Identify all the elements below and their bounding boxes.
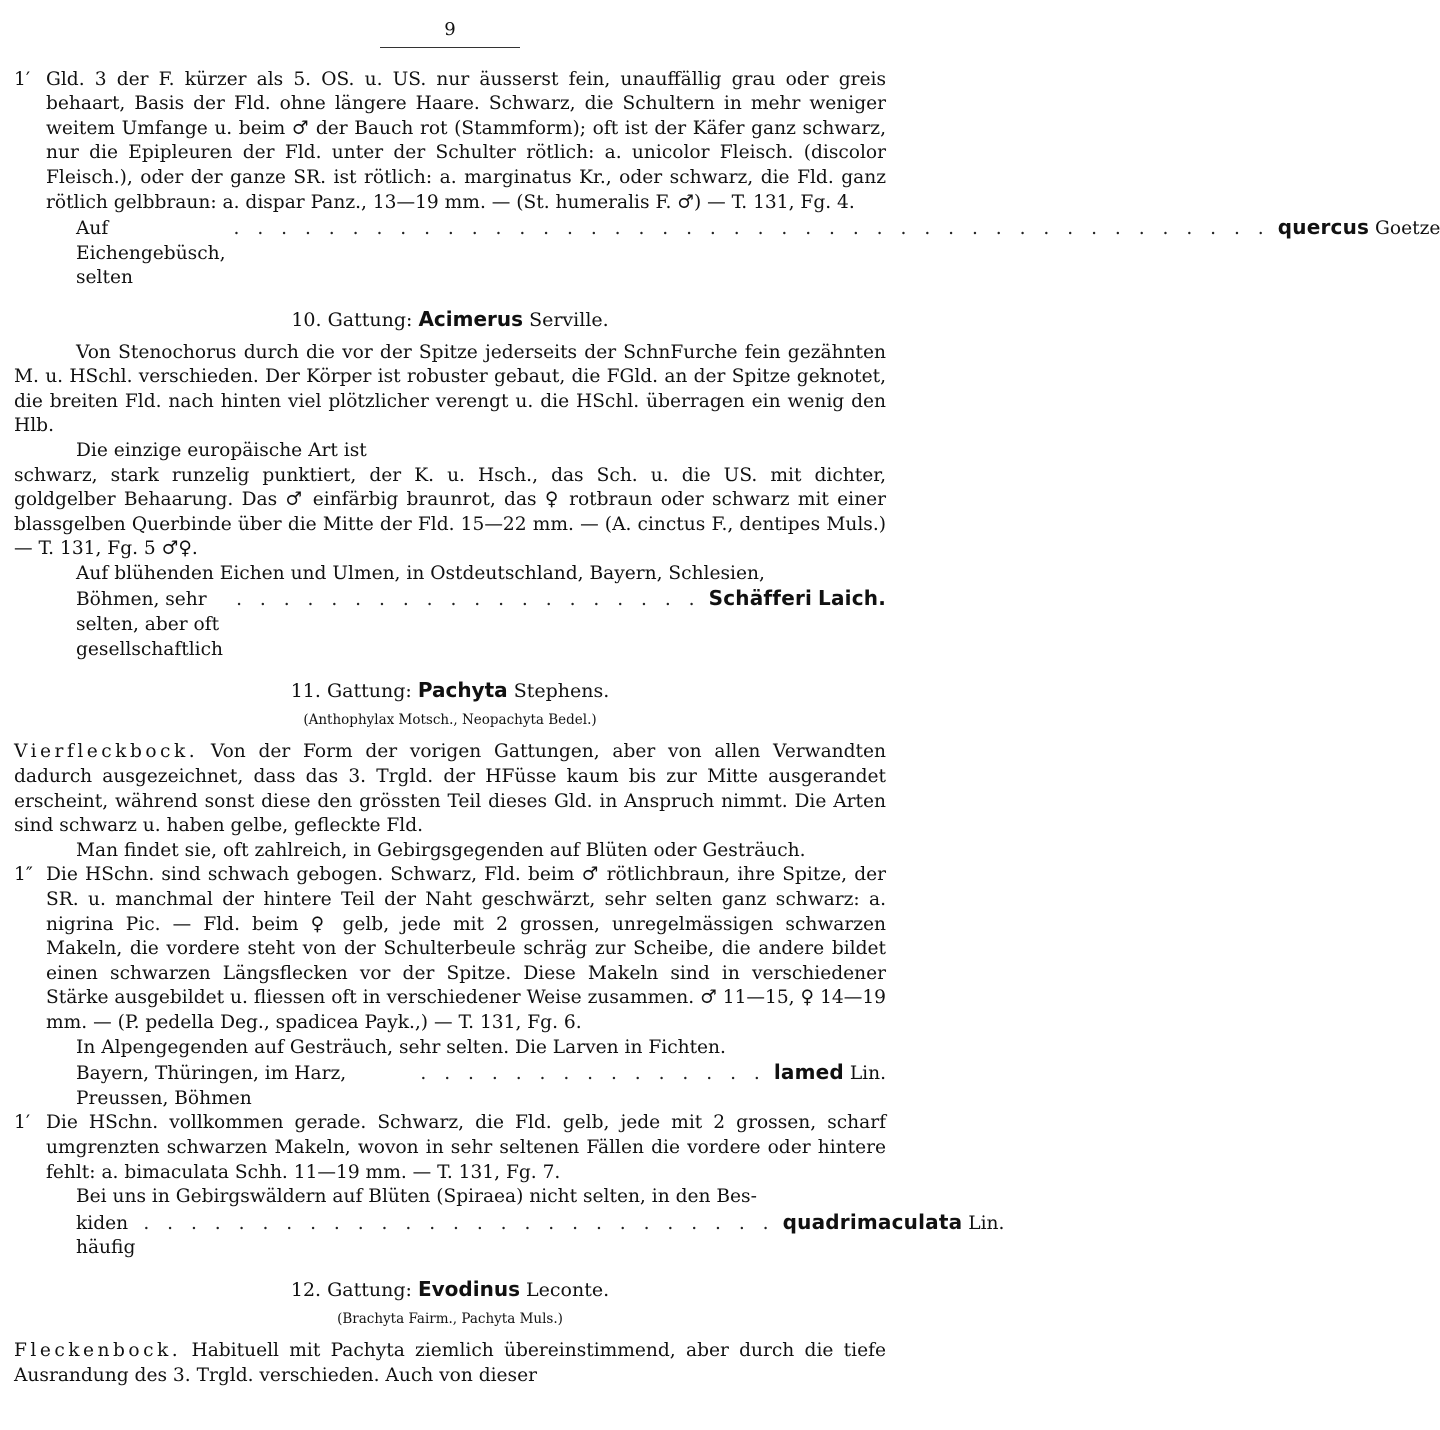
synonyms: (Brachyta Fairm., Pachyta Muls.) bbox=[337, 1310, 563, 1327]
genus-number: 12. Gattung: bbox=[290, 1278, 412, 1301]
genus-11-description bbox=[14, 740, 886, 838]
habitat-line bbox=[14, 586, 886, 662]
habitat-text: Man findet sie, oft zahlreich, in Gebirgsgegenden auf Blüten oder Gesträuch. bbox=[76, 839, 806, 861]
genus-name: Evodinus bbox=[417, 1276, 520, 1301]
couplet-text: Die HSchn. vollkommen gerade. Schwarz, die Fld. gelb, jede mit 2 grossen, scharf umgrenzten schwarzen Makeln, wovon in sehr seltenen Fällen die vordere oder hintere fehlt: a. bimaculata Schh. 11—19 mm. — T. 131, Fg. 7. bbox=[46, 1112, 886, 1183]
leader-dots: . . . . . . . . . . . . . . . . . . . . . . . . . . . bbox=[143, 1212, 775, 1234]
couplet-marker: 1′ bbox=[14, 68, 31, 90]
habitat-line bbox=[14, 1060, 886, 1111]
common-name: Vierfleckbock. bbox=[14, 741, 199, 763]
species-author: Goetze bbox=[1375, 218, 1440, 240]
synonyms: (Anthophylax Motsch., Neopachyta Bedel.) bbox=[303, 711, 597, 728]
species-author: Lin. bbox=[849, 1063, 886, 1085]
habitat-text: kiden häufig bbox=[76, 1212, 136, 1259]
couplet-text: Die HSchn. sind schwach gebogen. Schwarz, Fld. beim ♂ rötlichbraun, ihre Spitze, der SR. u. manchmal der hintere Teil der Naht geschwärzt, sehr selten ganz schwarz: a. nigrina Pic. — Fld. beim ♀ gelb, jede mit 2 grossen, unregelmässigen schwarzen Makeln, die vordere steht von der Schulterbeule schräg zur Scheibe, die andere bildet einen schwarzen Längsflecken vor der Spitze. Diese Makeln sind in verschiedener Stärke ausgebildet u. fliessen oft in verschiedener Weise zusammen. ♂ 11—15, ♀ 14—19 mm. — (P. pedella Deg., spadicea Payk.,) — T. 131, Fg. 6. bbox=[46, 864, 886, 1033]
genus-author: Serville. bbox=[529, 308, 609, 331]
description-text: Von Stenochorus durch die vor der Spitze jederseits der SchnFurche fein gezähnten M. u. HSchl. verschieden. Der Körper ist robuster gebaut, die FGld. an der Spitze geknotet, die breiten Fld. nach hinten viel plötzlicher verengt u. die HSchl. überragen ein wenig den Hlb. bbox=[14, 341, 886, 437]
couplet-marker: 1″ bbox=[14, 864, 33, 886]
genus-author: Leconte. bbox=[526, 1278, 610, 1301]
genus-heading-12 bbox=[14, 1277, 886, 1303]
leader-dots: . . . . . . . . . . . . . . . . . . . . . . . . . . . . . . . . . . . . . . . . . . . . bbox=[233, 218, 1270, 240]
genus-number: 11. Gattung: bbox=[290, 680, 412, 703]
common-name: Fleckenbock. bbox=[14, 1340, 182, 1362]
description-text: Von der Form der vorigen Gattungen, aber von allen Verwandten dadurch ausgezeichnet, dass das 3. Trgld. der HFüsse kaum bis zur Mitte ausgerandet erscheint, während sonst diese den grössten Teil dieses Gld. in Anspruch nimmt. Die Arten sind schwarz u. haben gelbe, gefleckte Fld. bbox=[14, 741, 886, 837]
genus-10-description bbox=[14, 341, 886, 439]
genus-number: 10. Gattung: bbox=[291, 308, 413, 331]
habitat-line bbox=[14, 1209, 1005, 1261]
species-name: lamed bbox=[773, 1060, 844, 1085]
leader-dots: . . . . . . . . . . . . . . . . . . . . bbox=[236, 589, 701, 611]
key-couplet-1 bbox=[14, 68, 886, 216]
genus-heading-10 bbox=[14, 307, 886, 333]
species-author: Lin. bbox=[968, 1212, 1005, 1234]
habitat-line-1: Bei uns in Gebirgswäldern auf Blüten (Spiraea) nicht selten, in den Bes- bbox=[76, 1186, 757, 1208]
habitat-text: Bayern, Thüringen, im Harz, Preussen, Böhmen bbox=[76, 1063, 347, 1109]
habitat-text: Böhmen, sehr selten, aber oft gesellschaftlich bbox=[76, 589, 223, 660]
habitat-text: Auf Eichengebüsch, selten bbox=[76, 218, 226, 289]
genus-heading-11 bbox=[14, 678, 886, 704]
genus-10-intro: Die einzige europäische Art ist bbox=[76, 439, 367, 461]
genus-name: Pachyta bbox=[417, 678, 508, 703]
key-couplet-1b bbox=[14, 1111, 886, 1185]
document-page bbox=[14, 18, 1440, 1388]
species-name: quercus bbox=[1277, 215, 1370, 240]
couplet-text: Gld. 3 der F. kürzer als 5. OS. u. US. nur äusserst fein, unauffällig grau oder greis behaart, Basis der Fld. ohne längere Haare. Schwarz, die Schultern in mehr weniger weitem Umfange u. beim ♂ der Bauch rot (Stammform); oft ist der Käfer ganz schwarz, nur die Epipleuren der Fld. unter der Schulter rötlich: a. unicolor Fleisch. (discolor Fleisch.), oder der ganze SR. ist rötlich: a. marginatus Kr., oder schwarz, die Fld. ganz rötlich gelbbraun: a. dispar Panz., 13—19 mm. — (St. humeralis F. ♂) — T. 131, Fg. 4. bbox=[46, 68, 886, 213]
key-couplet-1a bbox=[14, 863, 886, 1035]
species-author: Laich. bbox=[818, 586, 886, 611]
genus-10-habitat-1: Auf blühenden Eichen und Ulmen, in Ostdeutschland, Bayern, Schlesien, bbox=[76, 562, 765, 584]
genus-11-habitat bbox=[14, 839, 886, 864]
habitat-line bbox=[14, 215, 1440, 291]
species-name: Schäfferi bbox=[708, 586, 813, 611]
habitat-line-1: In Alpengegenden auf Gesträuch, sehr selten. Die Larven in Fichten. bbox=[76, 1036, 726, 1058]
page-number: 9 bbox=[444, 19, 456, 40]
genus-12-description bbox=[14, 1339, 886, 1388]
species-name: quadrimaculata bbox=[782, 1209, 963, 1234]
genus-10-species-text: schwarz, stark runzelig punktiert, der K. u. Hsch., das Sch. u. die US. mit dichter, goldgelber Behaarung. Das ♂ einfärbig braunrot, das ♀ rotbraun oder schwarz mit einer blassgelben Querbinde über die Mitte der Fld. 15—22 mm. — (A. cinctus F., dentipes Muls.) — T. 131, Fg. 5 ♂♀. bbox=[14, 464, 886, 560]
description-text: Habituell mit Pachyta ziemlich übereinstimmend, aber durch die tiefe Ausrandung des 3. Trgld. verschieden. Auch von dieser bbox=[14, 1340, 886, 1386]
leader-dots: . . . . . . . . . . . . . . . bbox=[420, 1063, 766, 1085]
genus-name: Acimerus bbox=[418, 306, 524, 331]
header-rule bbox=[380, 47, 520, 48]
couplet-marker: 1′ bbox=[14, 1112, 31, 1134]
genus-author: Stephens. bbox=[513, 680, 610, 703]
